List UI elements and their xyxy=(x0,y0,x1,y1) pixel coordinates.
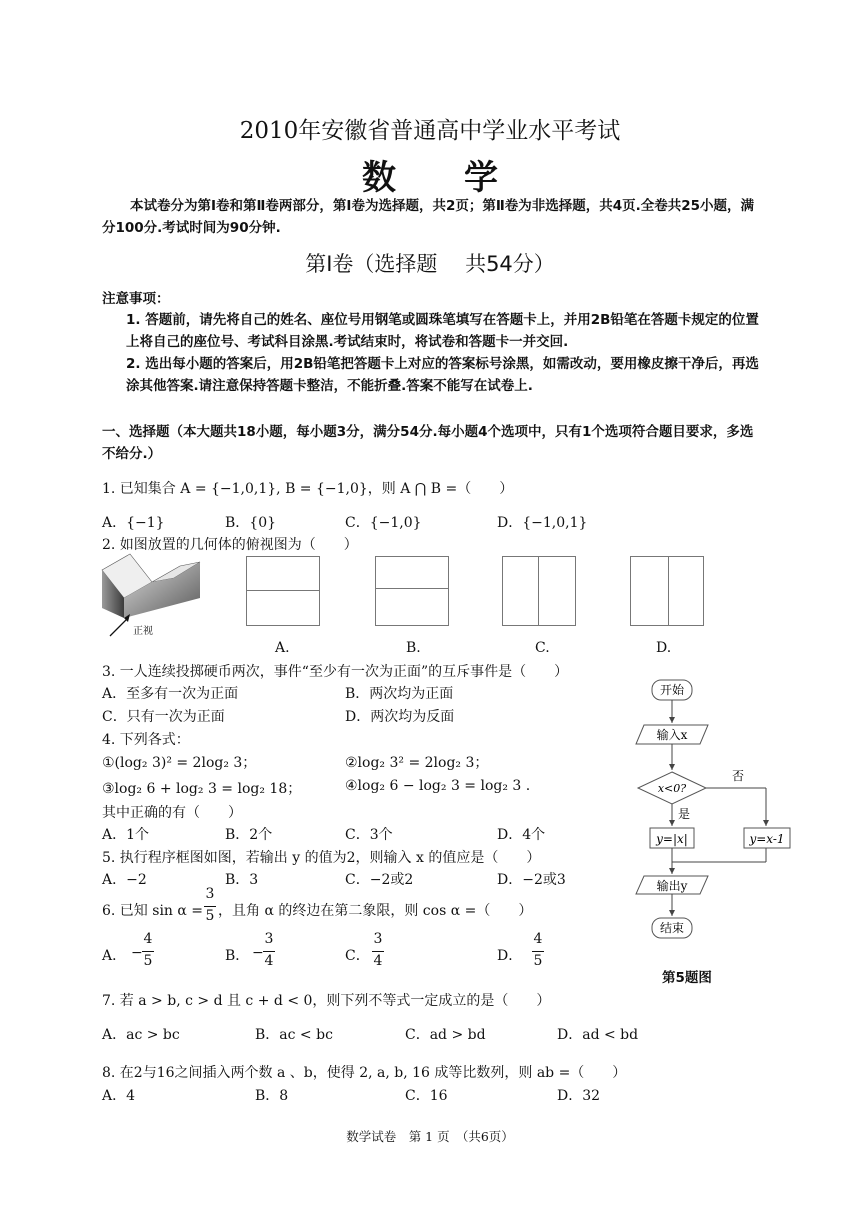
q4-option-d: D．4个 xyxy=(497,827,546,843)
q6-stem-post: ，且角 α 的终边在第二象限，则 cos α =（ ） xyxy=(218,903,533,919)
q3-stem: 3. 一人连续投掷硬币两次，事件“至少有一次为正面”的互斥事件是（ ） xyxy=(102,664,569,680)
q6-option-d-den: 5 xyxy=(533,953,543,969)
q1-option-b: B．{0} xyxy=(225,515,277,531)
q5-option-a: A．−2 xyxy=(102,872,147,888)
q6-frac-den: 5 xyxy=(205,908,215,924)
q6-option-a-bar xyxy=(142,951,154,952)
q3-option-d: D．两次均为反面 xyxy=(345,709,455,725)
q3-option-c: C．只有一次为正面 xyxy=(102,709,225,725)
q4-option-c: C．3个 xyxy=(345,827,393,843)
flow-yes-label: 是 xyxy=(678,807,691,821)
q4-item-3: ③log₂ 6 + log₂ 3 = log₂ 18； xyxy=(102,781,302,797)
subject-title: 数 学 xyxy=(362,158,498,198)
q6-option-c-den: 4 xyxy=(373,953,383,969)
q6-option-d-num: 4 xyxy=(533,931,543,947)
option-a-divider xyxy=(246,590,319,591)
flow-output-text: 输出y xyxy=(656,879,688,893)
option-c-divider xyxy=(538,556,539,625)
q1-option-c: C．{−1,0} xyxy=(345,515,422,531)
q7-option-a: A．ac > bc xyxy=(102,1027,180,1043)
q1-stem: 1. 已知集合 A = {−1,0,1}, B = {−1,0}，则 A ⋂ B =（ ） xyxy=(102,481,514,497)
page-footer: 数学试卷 第 1 页 （共6页） xyxy=(346,1129,514,1144)
q5-stem: 5. 执行程序框图如图，若输出 y 的值为2，则输入 x 的值应是（ ） xyxy=(102,850,541,866)
q6-option-b-label: B． xyxy=(225,948,250,964)
q6-option-a-num: 4 xyxy=(143,931,153,947)
option-d-divider xyxy=(668,556,669,625)
q2-option-d: D. xyxy=(656,640,672,656)
q8-option-d: D．32 xyxy=(557,1088,601,1104)
q8-option-a: A．4 xyxy=(102,1088,136,1104)
q6-option-d-label: D． xyxy=(497,948,523,964)
q6-stem-pre: 6. 已知 sin α = xyxy=(102,903,204,919)
q6-option-b-sign: − xyxy=(252,945,264,961)
front-view-label: 正视 xyxy=(133,626,153,637)
q3-option-b: B．两次均为正面 xyxy=(345,686,454,702)
flow-end-text: 结束 xyxy=(659,921,685,935)
q3-option-a: A．至多有一次为正面 xyxy=(102,686,239,702)
q5-option-c: C．−2或2 xyxy=(345,872,414,888)
q7-stem: 7. 若 a > b, c > d 且 c + d < 0，则下列不等式一定成立的是（ ） xyxy=(102,993,551,1009)
q4-stem: 4. 下列各式： xyxy=(102,732,190,748)
q6-option-a-sign: − xyxy=(131,945,143,961)
q4-option-b: B．2个 xyxy=(225,827,273,843)
q6-frac-num: 3 xyxy=(205,886,215,902)
q2-option-c: C. xyxy=(535,640,550,656)
flow-decision-text: x<0? xyxy=(657,782,687,795)
notice-item-1: 1. 答题前，请先将自己的姓名、座位号用钢笔或圆珠笔填写在答题卡上，并用2B铅笔在答题卡规定的位置上将自己的座位号、考试科目涂黑.考试结束时，将试卷和答题卡一并交回. xyxy=(126,312,759,350)
flowchart xyxy=(630,672,800,947)
exam-intro: 本试卷分为第Ⅰ卷和第Ⅱ卷两部分，第Ⅰ卷为选择题，共2页；第Ⅱ卷为非选择题，共4页.全卷共25小题，满分100分.考试时间为90分钟. xyxy=(102,198,755,236)
q6-option-c-label: C． xyxy=(345,948,370,964)
q2-stem: 2. 如图放置的几何体的俯视图为（ ） xyxy=(102,537,358,553)
option-d-view xyxy=(630,556,704,626)
flow-start-text: 开始 xyxy=(659,683,685,697)
q6-option-b-den: 4 xyxy=(264,953,274,969)
q7-option-c: C．ad > bd xyxy=(405,1027,486,1043)
notice-item-2: 2. 选出每小题的答案后，用2B铅笔把答题卡上对应的答案标号涂黑，如需改动，要用橡皮擦干净后，再选涂其他答案.请注意保持答题卡整洁，不能折叠.答案不能写在试卷上. xyxy=(126,356,759,394)
flow-input-text: 输入x xyxy=(656,728,688,742)
q5-option-b: B．3 xyxy=(225,872,259,888)
q7-option-b: B．ac < bc xyxy=(255,1027,333,1043)
q6-option-c-num: 3 xyxy=(373,931,383,947)
q6-option-c-bar xyxy=(372,951,384,952)
q6-option-b-bar xyxy=(263,951,275,952)
flow-no-box-text: y=x-1 xyxy=(749,832,785,846)
q4-item-2: ②log₂ 3² = 2log₂ 3； xyxy=(345,755,489,771)
q4-item-1: ①(log₂ 3)² = 2log₂ 3； xyxy=(102,755,257,771)
section-heading: 一、选择题（本大题共18小题，每小题3分，满分54分.每小题4个选项中，只有1个选项符合题目要求，多选不给分.） xyxy=(102,424,754,462)
q2-option-b: B. xyxy=(406,640,421,656)
q6-option-b-num: 3 xyxy=(264,931,274,947)
exam-title: 2010年安徽省普通高中学业水平考试 xyxy=(239,118,621,144)
option-b-view xyxy=(375,556,449,626)
option-a-view xyxy=(246,556,320,626)
q1-option-d: D．{−1,0,1} xyxy=(497,515,588,531)
q8-option-c: C．16 xyxy=(405,1088,448,1104)
q2-option-a: A. xyxy=(275,640,290,656)
q6-frac-bar xyxy=(204,906,216,907)
flow-yes-box-text: y=|x| xyxy=(656,832,688,846)
option-b-divider xyxy=(375,588,448,589)
q5-option-d: D．−2或3 xyxy=(497,872,566,888)
q4-option-a: A．1个 xyxy=(102,827,150,843)
q1-option-a: A．{−1} xyxy=(102,515,165,531)
q4-item-4: ④log₂ 6 − log₂ 3 = log₂ 3 . xyxy=(345,778,531,794)
q7-option-d: D．ad < bd xyxy=(557,1027,639,1043)
q6-option-d-bar xyxy=(532,951,544,952)
q4-question: 其中正确的有（ ） xyxy=(102,805,242,821)
q6-option-a-den: 5 xyxy=(143,953,153,969)
q8-option-b: B．8 xyxy=(255,1088,289,1104)
part1-heading: 第Ⅰ卷（选择题 共54分） xyxy=(305,252,555,276)
option-c-view xyxy=(502,556,576,626)
flow-no-label: 否 xyxy=(732,769,745,783)
q8-stem: 8. 在2与16之间插入两个数 a 、b，使得 2, a, b, 16 成等比数列，则 ab =（ ） xyxy=(102,1065,627,1081)
q6-option-a-label: A． xyxy=(102,948,127,964)
notice-title: 注意事项： xyxy=(102,291,170,307)
figure-caption: 第5题图 xyxy=(662,970,712,986)
